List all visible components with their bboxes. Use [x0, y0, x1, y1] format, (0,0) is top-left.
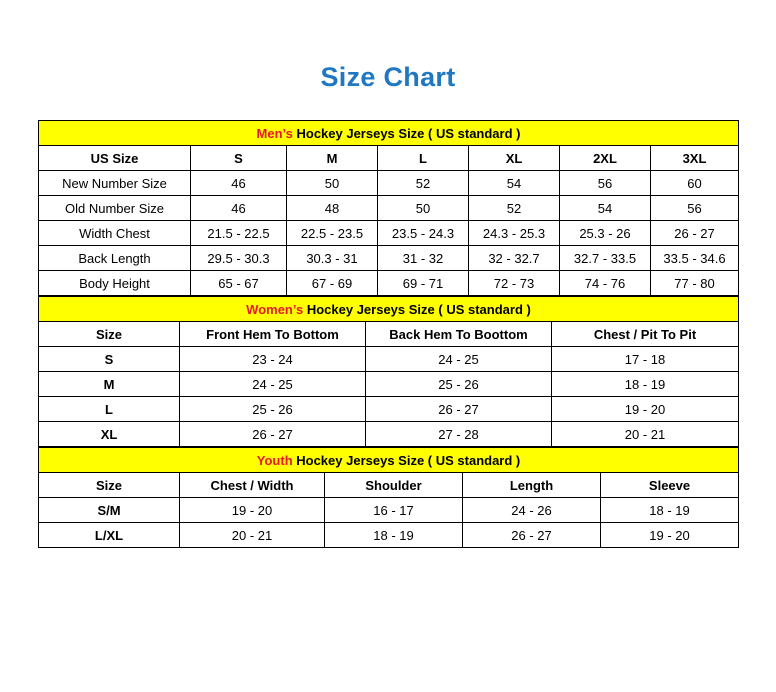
- data-cell: 18 - 19: [552, 372, 739, 397]
- data-cell: 72 - 73: [469, 271, 560, 296]
- section-header-rest: Hockey Jerseys Size ( US standard ): [292, 125, 521, 141]
- data-cell: 56: [560, 171, 651, 196]
- data-cell: 50: [378, 196, 469, 221]
- data-cell: 26 - 27: [463, 523, 601, 548]
- data-cell: 52: [378, 171, 469, 196]
- table-row: [39, 372, 739, 397]
- data-cell: 50: [287, 171, 378, 196]
- table-row: [39, 397, 739, 422]
- data-cell: 27 - 28: [366, 422, 552, 447]
- data-cell: 46: [191, 196, 287, 221]
- column-header-cell: 2XL: [560, 146, 651, 171]
- row-label-cell: Old Number Size: [39, 196, 191, 221]
- data-cell: 23 - 24: [180, 347, 366, 372]
- table-row: [39, 221, 739, 246]
- row-label-cell: S/M: [39, 498, 180, 523]
- data-cell: 19 - 20: [601, 523, 739, 548]
- row-label-cell: M: [39, 372, 180, 397]
- data-cell: 33.5 - 34.6: [651, 246, 739, 271]
- row-label-cell: L: [39, 397, 180, 422]
- data-cell: 20 - 21: [552, 422, 739, 447]
- section-header-row: [39, 121, 739, 146]
- column-header-cell: Sleeve: [601, 473, 739, 498]
- section-header-cell: [39, 297, 739, 322]
- row-label-cell: New Number Size: [39, 171, 191, 196]
- row-label-cell: Back Length: [39, 246, 191, 271]
- table-row: [39, 347, 739, 372]
- table-row: [39, 246, 739, 271]
- data-cell: 77 - 80: [651, 271, 739, 296]
- column-header-row: [39, 322, 739, 347]
- column-header-cell: US Size: [39, 146, 191, 171]
- data-cell: 24 - 25: [366, 347, 552, 372]
- data-cell: 48: [287, 196, 378, 221]
- data-cell: 19 - 20: [180, 498, 325, 523]
- row-label-cell: L/XL: [39, 523, 180, 548]
- data-cell: 32 - 32.7: [469, 246, 560, 271]
- column-header-cell: Shoulder: [325, 473, 463, 498]
- data-cell: 54: [469, 171, 560, 196]
- data-cell: 25 - 26: [366, 372, 552, 397]
- data-cell: 24 - 25: [180, 372, 366, 397]
- data-cell: 26 - 27: [366, 397, 552, 422]
- column-header-cell: Length: [463, 473, 601, 498]
- section-header-row: [39, 448, 739, 473]
- page-title: Size Chart: [320, 62, 456, 92]
- section-header-highlight: Women’s: [246, 301, 304, 317]
- data-cell: 22.5 - 23.5: [287, 221, 378, 246]
- column-header-row: [39, 473, 739, 498]
- data-cell: 56: [651, 196, 739, 221]
- data-cell: 18 - 19: [325, 523, 463, 548]
- table-row: [39, 271, 739, 296]
- row-label-cell: XL: [39, 422, 180, 447]
- data-cell: 24.3 - 25.3: [469, 221, 560, 246]
- data-cell: 18 - 19: [601, 498, 739, 523]
- table-row: [39, 498, 739, 523]
- data-cell: 60: [651, 171, 739, 196]
- data-cell: 46: [191, 171, 287, 196]
- data-cell: 54: [560, 196, 651, 221]
- size-chart-tables: [38, 120, 738, 548]
- data-cell: 25.3 - 26: [560, 221, 651, 246]
- data-cell: 17 - 18: [552, 347, 739, 372]
- data-cell: 20 - 21: [180, 523, 325, 548]
- table-row: [39, 523, 739, 548]
- column-header-cell: Front Hem To Bottom: [180, 322, 366, 347]
- section-header-highlight: Men’s: [256, 125, 293, 141]
- table-row: [39, 196, 739, 221]
- data-cell: 21.5 - 22.5: [191, 221, 287, 246]
- column-header-cell: Chest / Pit To Pit: [552, 322, 739, 347]
- data-cell: 52: [469, 196, 560, 221]
- section-header-highlight: Youth: [256, 452, 293, 468]
- data-cell: 16 - 17: [325, 498, 463, 523]
- size-table: [38, 296, 739, 447]
- section-header-rest: Hockey Jerseys Size ( US standard ): [303, 301, 531, 317]
- column-header-cell: Back Hem To Boottom: [366, 322, 552, 347]
- size-table: [38, 447, 739, 548]
- data-cell: 29.5 - 30.3: [191, 246, 287, 271]
- data-cell: 65 - 67: [191, 271, 287, 296]
- data-cell: 25 - 26: [180, 397, 366, 422]
- table-row: [39, 171, 739, 196]
- data-cell: 32.7 - 33.5: [560, 246, 651, 271]
- data-cell: 23.5 - 24.3: [378, 221, 469, 246]
- data-cell: 19 - 20: [552, 397, 739, 422]
- section-header-rest: Hockey Jerseys Size ( US standard ): [292, 452, 521, 468]
- column-header-row: [39, 146, 739, 171]
- column-header-cell: S: [191, 146, 287, 171]
- data-cell: 67 - 69: [287, 271, 378, 296]
- row-label-cell: Body Height: [39, 271, 191, 296]
- column-header-cell: 3XL: [651, 146, 739, 171]
- data-cell: 30.3 - 31: [287, 246, 378, 271]
- row-label-cell: Width Chest: [39, 221, 191, 246]
- column-header-cell: Chest / Width: [180, 473, 325, 498]
- size-table: [38, 120, 739, 296]
- column-header-cell: XL: [469, 146, 560, 171]
- column-header-cell: M: [287, 146, 378, 171]
- column-header-cell: Size: [39, 322, 180, 347]
- data-cell: 26 - 27: [651, 221, 739, 246]
- data-cell: 74 - 76: [560, 271, 651, 296]
- column-header-cell: L: [378, 146, 469, 171]
- section-header-row: [39, 297, 739, 322]
- data-cell: 24 - 26: [463, 498, 601, 523]
- section-header-cell: [39, 121, 739, 146]
- section-header-cell: [39, 448, 739, 473]
- row-label-cell: S: [39, 347, 180, 372]
- data-cell: 69 - 71: [378, 271, 469, 296]
- data-cell: 31 - 32: [378, 246, 469, 271]
- table-row: [39, 422, 739, 447]
- column-header-cell: Size: [39, 473, 180, 498]
- data-cell: 26 - 27: [180, 422, 366, 447]
